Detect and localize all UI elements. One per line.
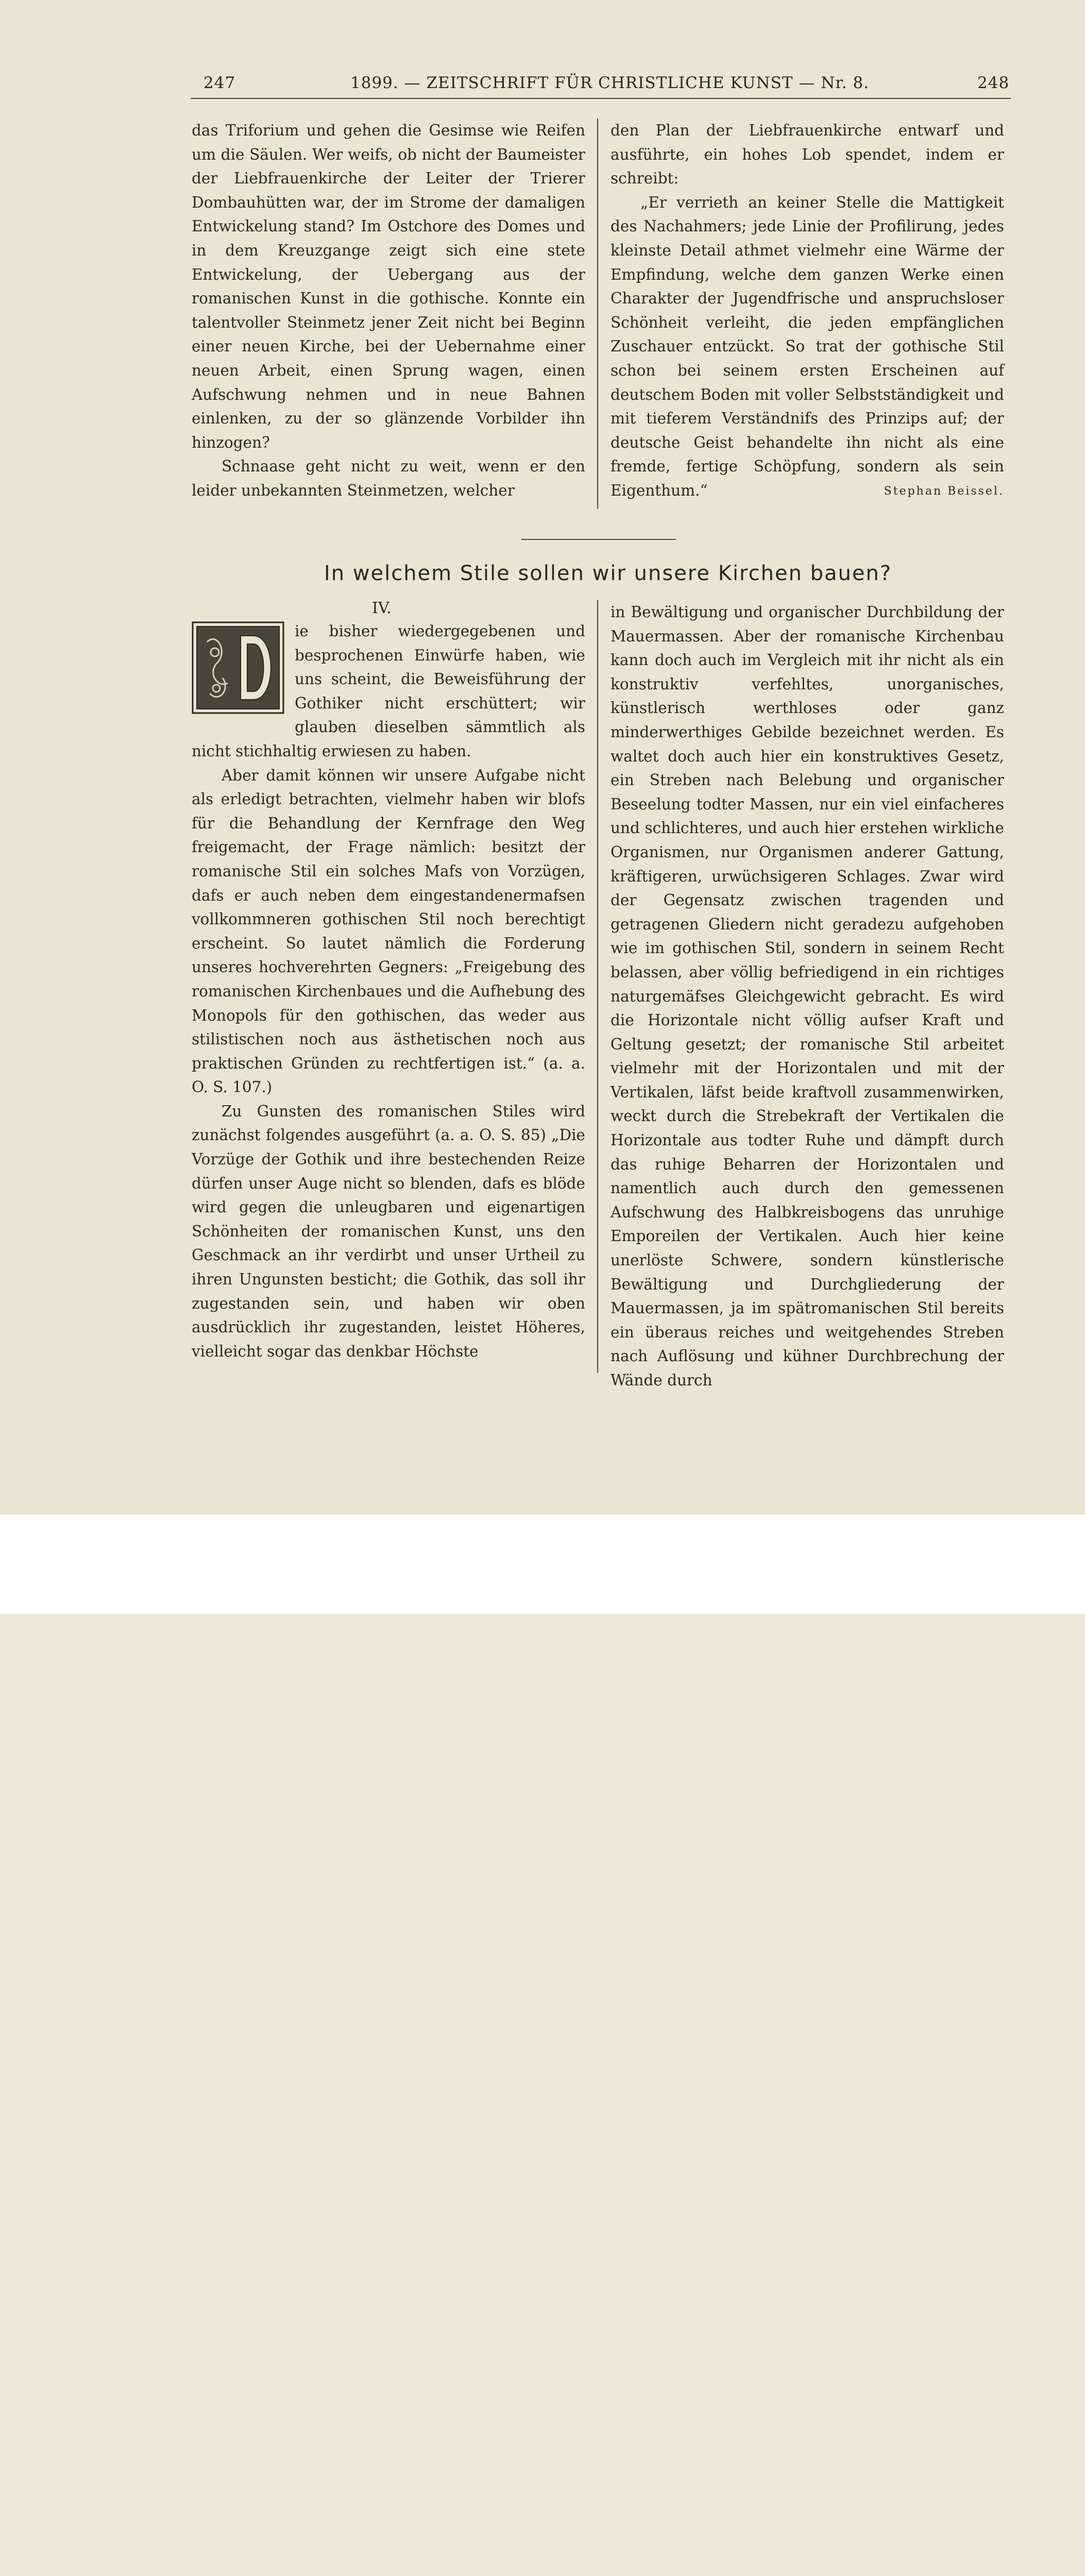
quote-text: „Er verrieth an keiner Stelle die Mattigkeit des Nachahmers; jede Linie der Profilirung, jedes kleinste Detail athmet vielmehr eine Wärme der Empfindung, welche dem ganzen Werke einen Charakter der Jugendfrische und anspruchsloser Schönheit verleiht, die jeden empfänglichen Zuschauer entzückt. So trat der gothische Stil schon bei seinem ersten Erscheinen auf deutschem Boden mit voller Selbstständigkeit und mit tieferem Verständnifs des Prinzips auf; der deutsche Geist behandelte ihn nicht als eine fremde, fertige Schöpfung, sondern als sein Eigenthum.“	[611, 193, 1004, 499]
running-header: 1899. — ZEITSCHRIFT FÜR CHRISTLICHE KUNST — Nr. 8.	[350, 74, 870, 92]
page-number-right: 248	[977, 74, 1010, 92]
top-left-column	[192, 118, 585, 503]
paragraph: das Triforium und gehen die Gesimse wie Reifen um die Säulen. Wer weifs, ob nicht der Baumeister der Liebfrauenkirche der Leiter der Trierer Dombauhütten war, der im Strome der damaligen Entwickelung stand? Im Ostchore des Domes und in dem Kreuzgange zeigt sich eine stete Entwickelung, der Uebergang aus der romanischen Kunst in die gothische. Konnte ein talentvoller Steinmetz jener Zeit nicht bei Beginn einer neuen Kirche, bei der Uebernahme einer neuen Arbeit, einen Sprung wagen, einen Aufschwung nehmen und in neue Bahnen einlenken, zu der so glänzende Vorbilder ihn hinzogen?	[192, 122, 585, 451]
paragraph: Aber damit können wir unsere Aufgabe nicht als erledigt betrachten, vielmehr haben wir blofs für die Behandlung der Kernfrage den Weg freigemacht, der Frage nämlich: besitzt der romanische Stil ein solches Mafs von Vorzügen, dafs er auch neben dem eingestandenermafsen vollkommneren gothischen Stil noch berechtigt erscheint. So lautet nämlich die Forderung unseres hochverehrten Gegners: „Freigebung des romanischen Kirchenbaues und die Aufhebung des Monopols für den gothischen, das weder aus stilistischen noch aus ästhetischen noch aus praktischen Gründen zu rechtfertigen ist.“ (a. a. O. S. 107.)	[192, 766, 585, 1096]
paragraph: Schnaase geht nicht zu weit, wenn er den leider unbekannten Steinmetzen, welcher	[192, 457, 585, 499]
header-rule	[191, 98, 1011, 99]
section-number: IV.	[372, 599, 392, 617]
article-right-column	[611, 600, 1004, 1393]
top-right-column	[611, 118, 1004, 504]
dropcap-letter: D	[238, 672, 239, 673]
article-title: In welchem Stile sollen wir unsere Kirchen bauen?	[324, 562, 892, 585]
paragraph: in Bewältigung und organischer Durchbildung der Mauermassen. Aber der romanische Kirchenbau kann doch auch im Vergleich mit ihr nicht als ein konstruktiv verfehltes, unorganisches, künstlerisch werthloses oder ganz minderwerthiges Gebilde bezeichnet werden. Es waltet doch auch hier ein konstruktives Gesetz, ein Streben nach Belebung und organischer Beseelung todter Massen, nur ein viel einfacheres und schlichteres, und auch hier erstehen wirkliche Organismen, nur Organismen anderer Gattung, kräftigeren, urwüchsigeren Schlages. Zwar wird der Gegensatz zwischen tragenden und getragenen Gliedern nicht geradezu aufgehoben wie im gothischen Stil, sondern in seinem Recht belassen, aber völlig befriedigend in ein richtiges naturgemäfses Gleichgewicht gebracht. Es wird die Horizontale nicht völlig aufser Kraft und Geltung gesetzt; der romanische Stil arbeitet vielmehr mit der Horizontalen und mit der Vertikalen, läfst beide kraftvoll zusammenwirken, weckt durch die Strebekraft der Vertikalen die Horizontale aus todter Ruhe und dämpft durch das ruhige Beharren der Horizontalen und namentlich auch durch den gemessenen Aufschwung des Halbkreisbogens das unruhige Emporeilen der Vertikalen. Auch hier keine unerlöste Schwere, sondern künstlerische Bewältigung und Durchgliederung der Mauermassen, ja im spätromanischen Stil bereits ein überaus reiches und weitgehendes Streben nach Auflösung und kühner Durchbrechung der Wände durch	[611, 603, 1004, 1389]
quotation	[611, 191, 1004, 503]
ornamental-initial-icon	[192, 621, 284, 714]
paragraph: den Plan der Liebfrauenkirche entwarf und ausführte, ein hohes Lob spendet, indem er schreibt:	[611, 122, 1004, 188]
article-left-column	[192, 619, 585, 1363]
page-number-left: 247	[204, 74, 236, 92]
column-divider-bottom	[597, 600, 598, 1373]
paragraph: ie bisher wiedergegebenen und besprochenen Einwürfe haben, wie uns scheint, die Beweisführung der Gothiker nicht erschüttert; wir glauben dieselben sämmtlich als nicht stichhaltig erwiesen zu haben.	[192, 622, 585, 760]
section-separator	[521, 539, 676, 540]
column-divider-top	[597, 118, 598, 509]
signature: Stephan Beissel.	[884, 484, 1004, 498]
paragraph: Zu Gunsten des romanischen Stiles wird zunächst folgendes ausgeführt (a. a. O. S. 85) „Die Vorzüge der Gothik und ihre bestechenden Reize dürfen unser Auge nicht so blenden, dafs es blöde wird gegen die unleugbaren und eigenartigen Schönheiten der romanischen Kunst, uns den Geschmack an ihr verdirbt und unser Urtheil zu ihren Ungunsten besticht; die Gothik, das soll ihr zugestanden sein, und haben wir oben ausdrücklich ihr zugestanden, leistet Höheres, vielleicht sogar das denkbar Höchste	[192, 1102, 585, 1360]
footer-bar	[0, 1515, 1085, 1614]
